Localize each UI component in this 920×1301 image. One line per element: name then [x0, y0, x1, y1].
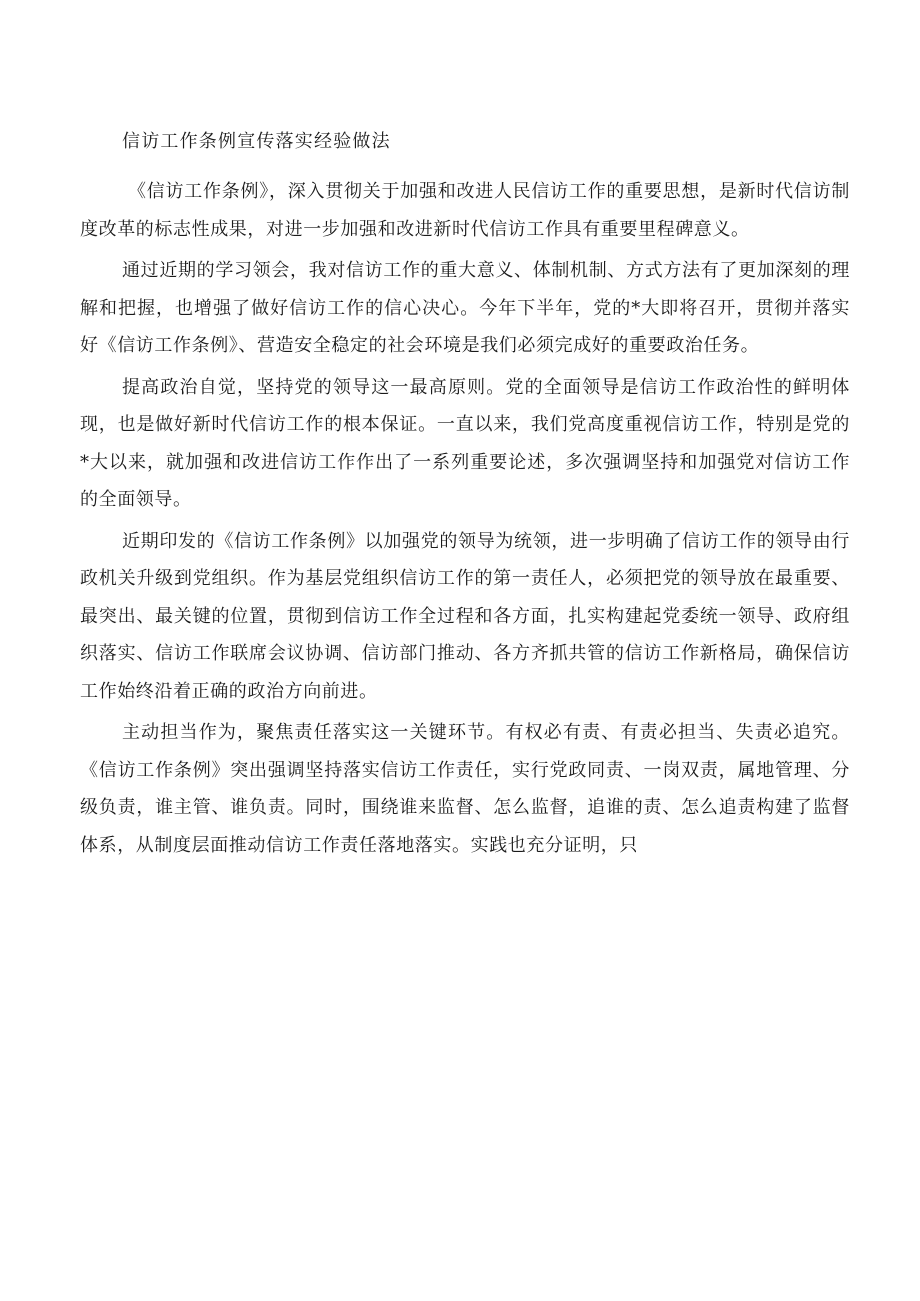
- paragraph-responsibility: 主动担当作为，聚焦责任落实这一关键环节。有权必有责、有责必担当、失责必追究。《信访工作条例》突出强调坚持落实信访工作责任，实行党政同责、一岗双责，属地管理、分级负责，谁主管、谁负责。同时，围绕谁来监督、怎么监督，追谁的责、怎么追责构建了监督体系，从制度层面推动信访工作责任落地落实。实践也充分证明，只: [80, 722, 850, 856]
- paragraph-political-awareness: 提高政治自觉，坚持党的领导这一最高原则。党的全面领导是信访工作政治性的鲜明体现，也是做好新时代信访工作的根本保证。一直以来，我们党高度重视信访工作，特别是党的*大以来，就加强和改进信访工作作出了一系列重要论述，多次强调坚持和加强党对信访工作的全面领导。: [80, 376, 850, 510]
- document-body: [80, 173, 850, 868]
- paragraph-study: 通过近期的学习领会，我对信访工作的重大意义、体制机制、方式方法有了更加深刻的理解和把握，也增强了做好信访工作的信心决心。今年下半年，党的*大即将召开，贯彻并落实好《信访工作条例》、营造安全稳定的社会环境是我们必须完成好的重要政治任务。: [80, 260, 850, 356]
- paragraph-party-leadership: 近期印发的《信访工作条例》以加强党的领导为统领，进一步明确了信访工作的领导由行政机关升级到党组织。作为基层党组织信访工作的第一责任人，必须把党的领导放在最重要、最突出、最关键的位置，贯彻到信访工作全过程和各方面，扎实构建起党委统一领导、政府组织落实、信访工作联席会议协调、信访部门推动、各方齐抓共管的信访工作新格局，确保信访工作始终沿着正确的政治方向前进。: [80, 530, 850, 702]
- document-title: 信访工作条例宣传落实经验做法: [122, 131, 391, 152]
- paragraph-intro: 《信访工作条例》，深入贯彻关于加强和改进人民信访工作的重要思想，是新时代信访制度改革的标志性成果，对进一步加强和改进新时代信访工作具有重要里程碑意义。: [80, 181, 850, 240]
